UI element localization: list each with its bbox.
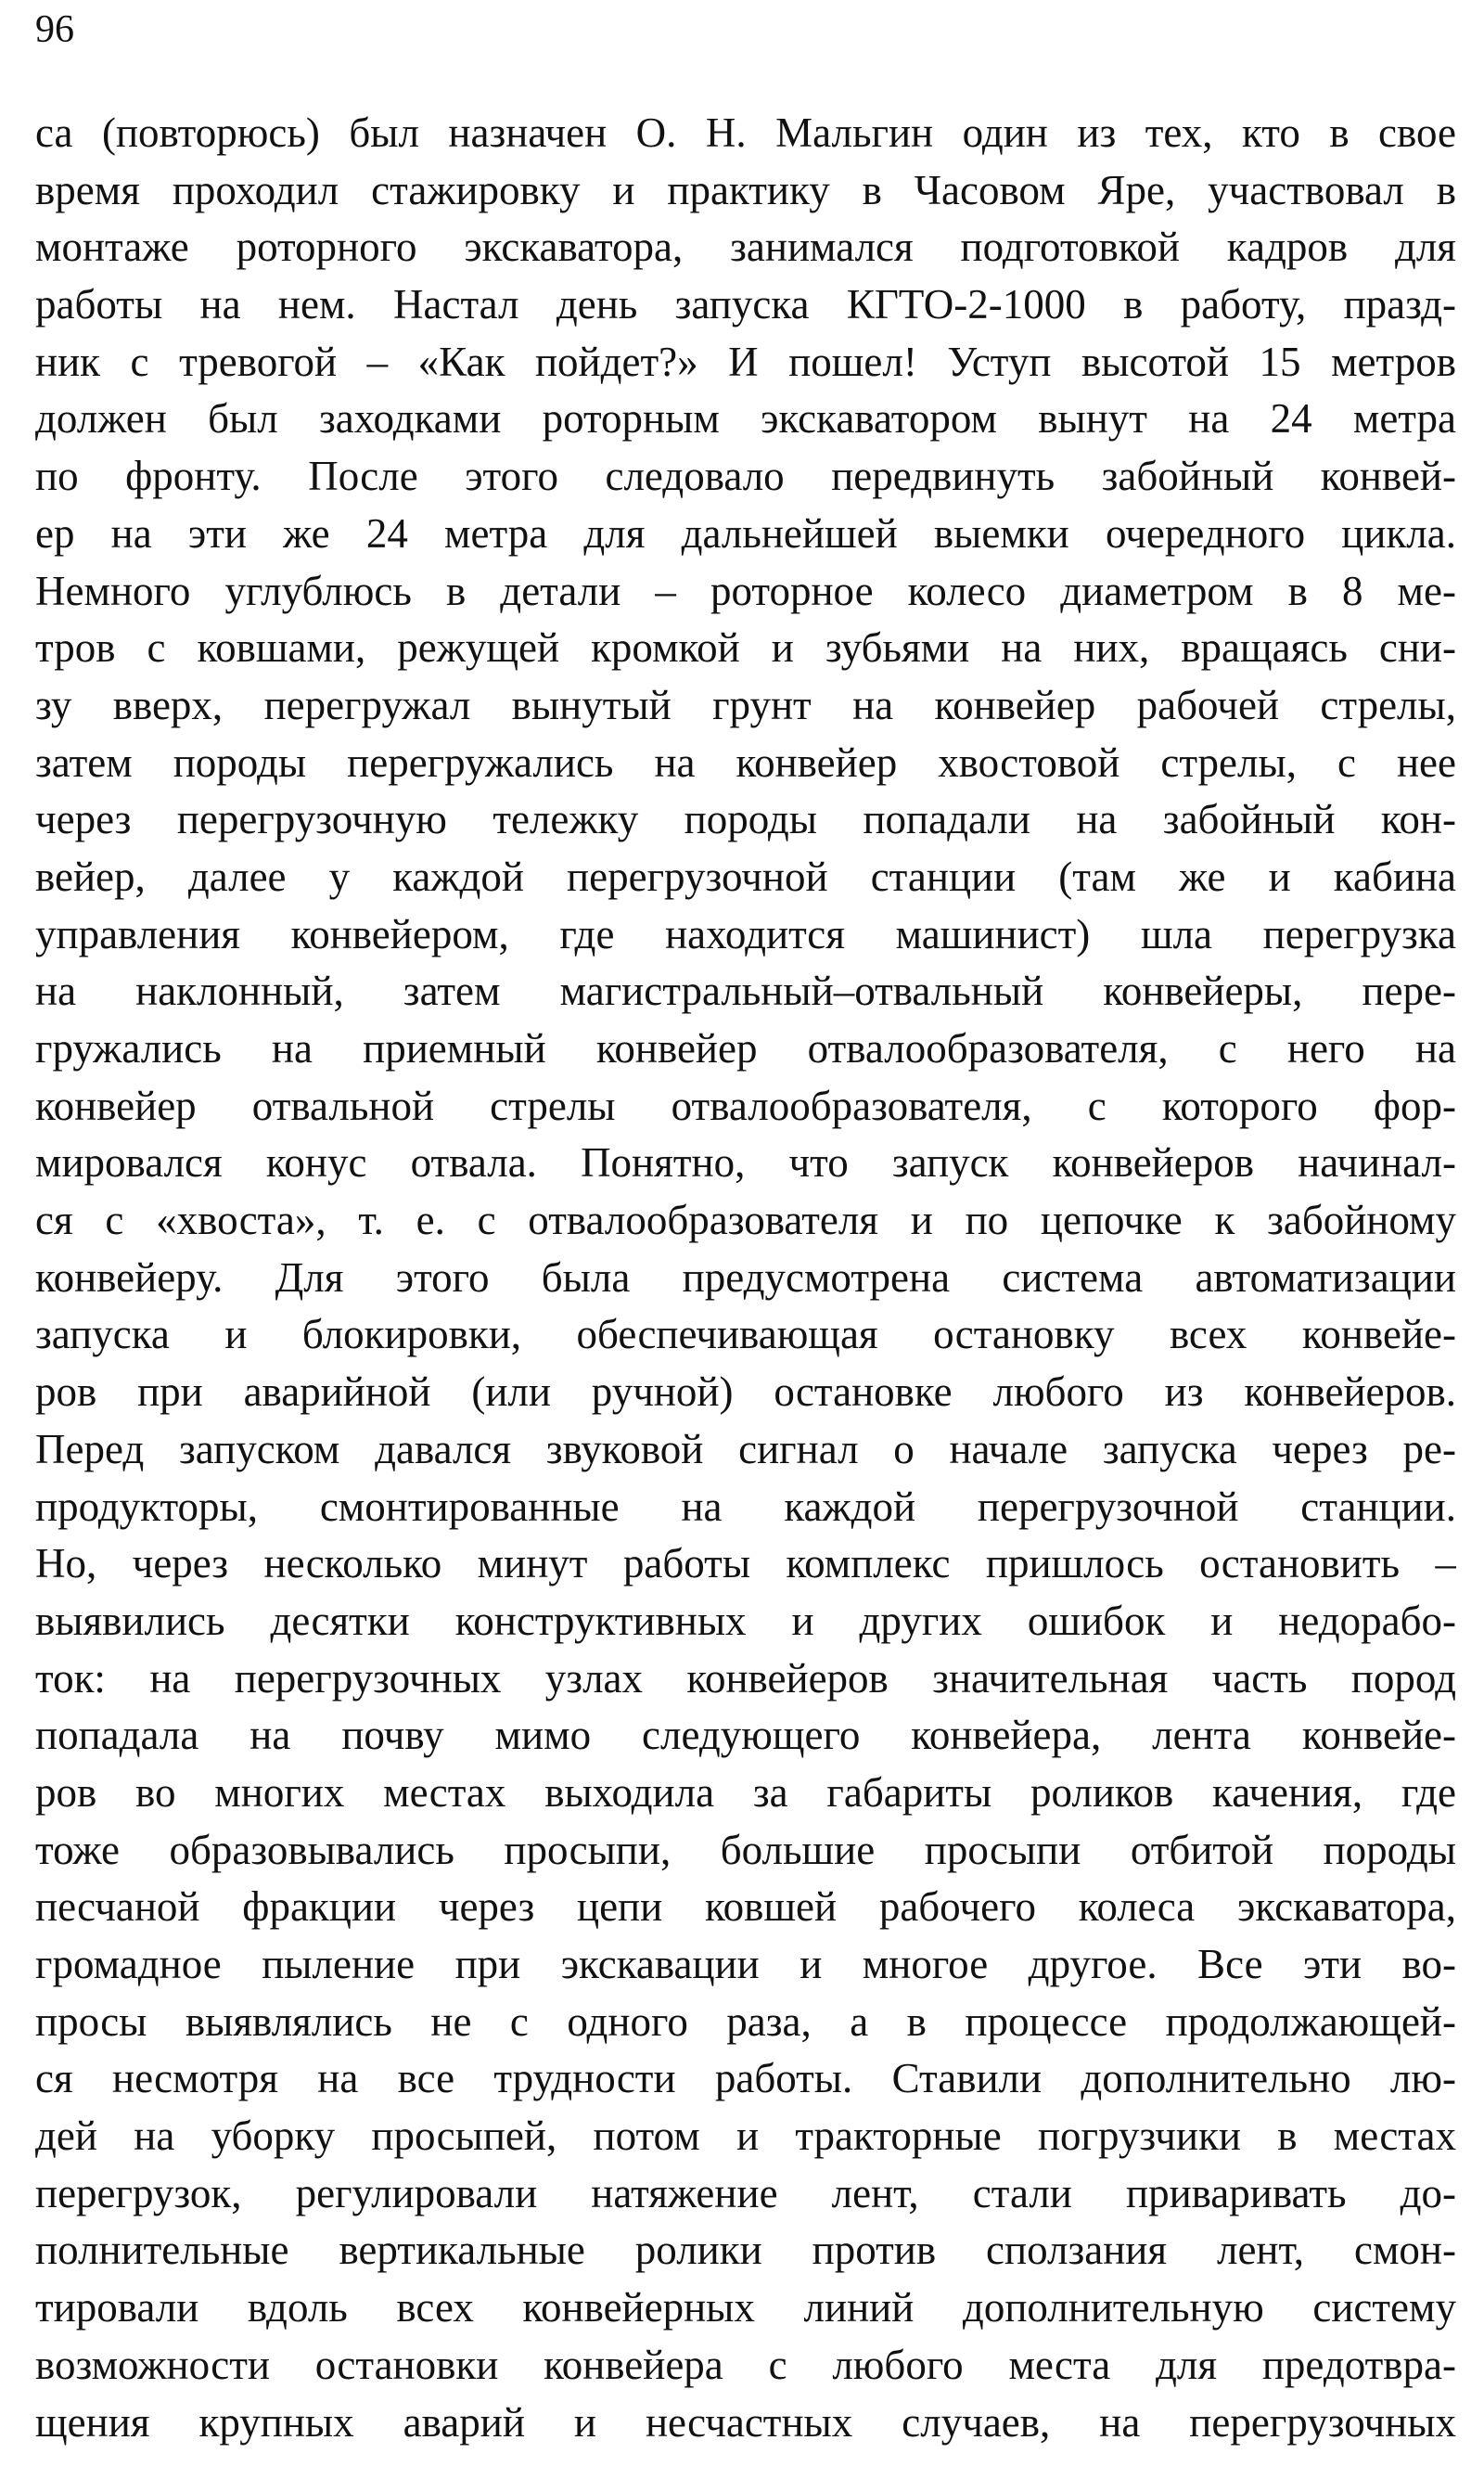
text-line: тров с ковшами, режущей кромкой и зубьями на них, вращаясь сни- — [35, 624, 1456, 672]
text-line: ров при аварийной (или ручной) остановке любого из конвейеров. — [35, 1368, 1456, 1416]
text-line: запуска и блокировки, обеспечивающая остановку всех конвейе- — [35, 1311, 1456, 1358]
text-line: полнительные вертикальные ролики против сползания лент, смон- — [35, 2227, 1456, 2274]
text-line: управления конвейером, где находится машинист) шла перегрузка — [35, 910, 1456, 957]
text-line: са (повторюсь) был назначен О. Н. Мальгин один из тех, кто в свое — [35, 109, 1456, 156]
text-line: выявились десятки конструктивных и других ошибок и недорабо- — [35, 1597, 1456, 1644]
text-line: через перегрузочную тележку породы попадали на забойный кон- — [35, 796, 1456, 843]
text-line: перегрузок, регулировали натяжение лент, стали приваривать до- — [35, 2169, 1456, 2216]
text-line: ров во многих местах выходила за габариты роликов качения, где — [35, 1768, 1456, 1816]
text-line: монтаже роторного экскаватора, занимался подготовкой кадров для — [35, 224, 1456, 271]
text-line: щения крупных аварий и несчастных случаев, на перегрузочных — [35, 2398, 1456, 2446]
text-line: Перед запуском давался звуковой сигнал о начале запуска через ре- — [35, 1425, 1456, 1472]
text-line: продукторы, смонтированные на каждой перегрузочной станции. — [35, 1483, 1456, 1530]
text-line: затем породы перегружались на конвейер хвостовой стрелы, с нее — [35, 739, 1456, 786]
text-line: ер на эти же 24 метра для дальнейшей выемки очередного цикла. — [35, 509, 1456, 557]
text-line: песчаной фракции через цепи ковшей рабочего колеса экскаватора, — [35, 1883, 1456, 1931]
text-line: ток: на перегрузочных узлах конвейеров значительная часть пород — [35, 1654, 1456, 1702]
text-line: тоже образовывались просыпи, большие просыпи отбитой породы — [35, 1826, 1456, 1873]
text-line: мировался конус отвала. Понятно, что запуск конвейеров начинал- — [35, 1139, 1456, 1187]
text-line: Немного углублюсь в детали – роторное колесо диаметром в 8 ме- — [35, 567, 1456, 614]
text-line: на наклонный, затем магистральный–отвальный конвейеры, пере- — [35, 968, 1456, 1015]
body-text — [35, 105, 1456, 2451]
text-line: вейер, далее у каждой перегрузочной станции (там же и кабина — [35, 853, 1456, 900]
text-line: конвейер отвальной стрелы отвалообразователя, с которого фор- — [35, 1082, 1456, 1129]
text-line: должен был заходками роторным экскаватором вынут на 24 метра — [35, 395, 1456, 443]
text-line: громадное пыление при экскавации и многое другое. Все эти во- — [35, 1941, 1456, 1987]
text-line: тировали вдоль всех конвейерных линий дополнительную систему — [35, 2284, 1456, 2331]
text-line: конвейеру. Для этого была предусмотрена система автоматизации — [35, 1253, 1456, 1301]
text-line: ся с «хвоста», т. е. с отвалообразователя и по цепочке к забойному — [35, 1197, 1456, 1244]
text-line: зу вверх, перегружал вынутый грунт на конвейер рабочей стрелы, — [35, 681, 1456, 728]
text-line: по фронту. После этого следовало передвинуть забойный конвей- — [35, 453, 1456, 500]
page-number: 96 — [35, 8, 74, 51]
text-line: возможности остановки конвейера с любого места для предотвра- — [35, 2341, 1456, 2388]
text-line: Но, через несколько минут работы комплекс пришлось остановить – — [35, 1540, 1456, 1587]
text-line: ник с тревогой – «Как пойдет?» И пошел! Уступ высотой 15 метров — [35, 338, 1456, 385]
text-line: ся несмотря на все трудности работы. Ставили дополнительно лю- — [35, 2055, 1456, 2102]
text-line: время проходил стажировку и практику в Часовом Яре, участвовал в — [35, 166, 1456, 213]
text-line: попадала на почву мимо следующего конвейера, лента конвейе- — [35, 1712, 1456, 1759]
text-line: гружались на приемный конвейер отвалообразователя, с него на — [35, 1025, 1456, 1072]
text-line: дей на уборку просыпей, потом и тракторные погрузчики в местах — [35, 2113, 1456, 2160]
text-line: просы выявлялись не с одного раза, а в процессе продолжающей- — [35, 1997, 1456, 2045]
text-line: работы на нем. Настал день запуска КГТО-2-1000 в работу, празд- — [35, 281, 1456, 328]
